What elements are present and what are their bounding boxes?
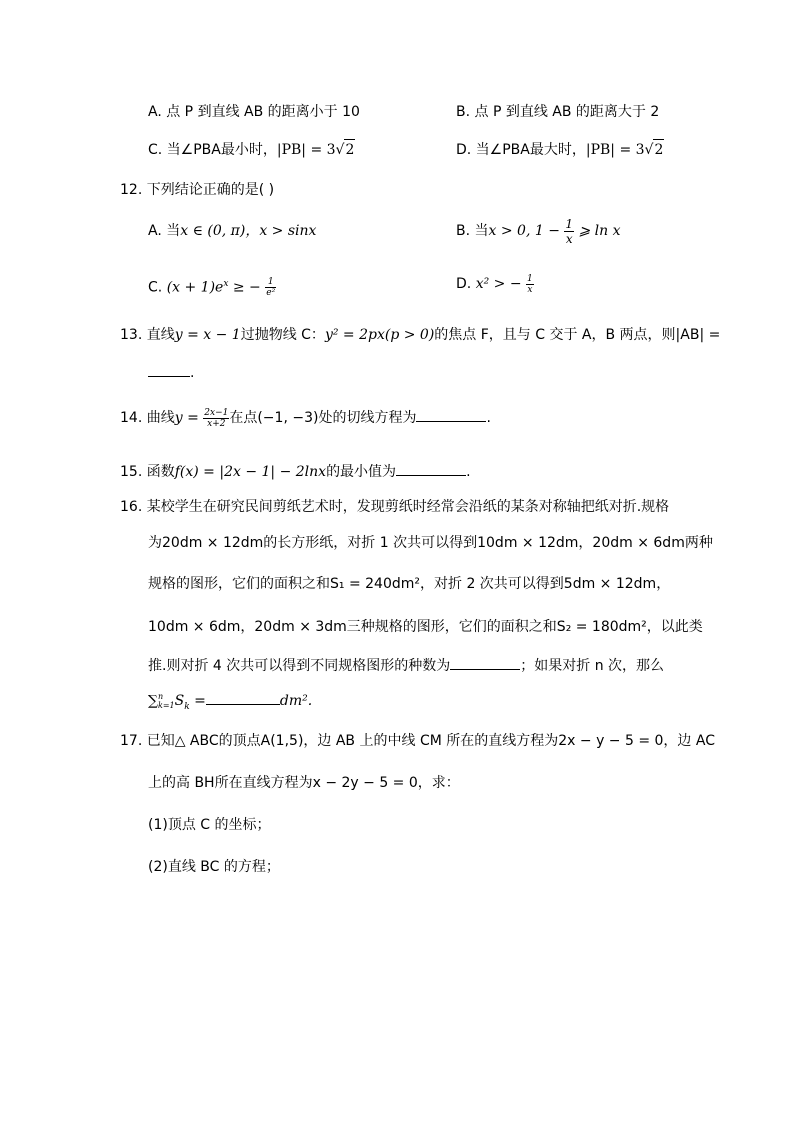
q16-line-5-text-a: 推.则对折 4 次共可以得到不同规格图形的种数为 (148, 658, 451, 674)
q13-line-1 (120, 325, 720, 345)
q11-option-c-math: |PB| = 3 (276, 142, 336, 158)
q12-option-c-math-tail: ≥ − (228, 279, 261, 296)
q12-option-c-exponent: x (223, 279, 229, 289)
q14-fraction (203, 408, 229, 429)
q12-option-c-fraction (265, 277, 276, 298)
q16-line-6 (148, 690, 312, 717)
q12-option-c-math: (x + 1)e (166, 279, 224, 296)
q15 (120, 461, 471, 482)
summation-lower-limit: k=1 (158, 701, 175, 710)
q12-option-b-fraction (564, 217, 574, 246)
q15-math: f(x) = |2x − 1| − 2lnx (174, 464, 327, 480)
summation-limits (158, 692, 175, 710)
q16-line-4: 10dm × 6dm，20dm × 3dm三种规格的图形，它们的面积之和S₂ = 180dm²，以此类 (148, 619, 703, 635)
q14-answer-blank[interactable] (416, 407, 486, 422)
q12-option-b-label: B. 当 (456, 223, 489, 239)
q12-option-c (148, 270, 276, 302)
q12-option-b-math: x > 0, 1 − (488, 223, 560, 239)
q12-option-b-math-tail: ⩾ ln x (578, 223, 621, 239)
q11-option-d-prefix: D. 当∠PBA最大时， (456, 142, 586, 158)
q11-option-b: B. 点 P 到直线 AB 的距离大于 2 (456, 104, 660, 120)
fraction-denominator: x (527, 284, 533, 295)
q12-option-d (456, 270, 534, 298)
q13-period: . (190, 365, 195, 381)
q11-option-d: D. 当∠PBA最大时，|PB| = 3√2 (456, 139, 664, 160)
fraction-numerator: 1 (265, 277, 276, 288)
q14-text: 在点(−1, −3)处的切线方程为 (229, 410, 417, 426)
summation-symbol: ∑ (148, 693, 158, 709)
q16-line-3: 规格的图形，它们的面积之和S₁ = 240dm²，对折 2 次共可以得到5dm × 12dm， (148, 576, 671, 592)
fraction-numerator: 1 (565, 216, 574, 231)
fraction-numerator: 2x−1 (204, 407, 229, 418)
q12-option-a-math: x ∈ (0, π)，x > sinx (180, 223, 317, 239)
q17-part-1: (1)顶点 C 的坐标； (148, 817, 271, 833)
q15-label: 15. 函数 (120, 464, 175, 480)
q11-option-c-root: 2 (344, 139, 355, 160)
q17-line-2: 上的高 BH所在直线方程为x − 2y − 5 = 0，求： (148, 775, 460, 791)
summation-term: S (174, 693, 185, 709)
q13-text-b: 的焦点 F，且与 C 交于 A，B 两点，则|AB| = (434, 327, 721, 343)
q16-unit: dm². (279, 693, 313, 709)
q13-line-equation: y = x − 1 (174, 327, 241, 343)
q11-option-c-prefix: C. 当∠PBA最小时， (148, 142, 277, 158)
q15-period: . (466, 464, 471, 480)
q16-answer-blank-2[interactable] (206, 690, 280, 705)
q13-parabola-equation: y² = 2px(p > 0) (324, 327, 435, 343)
q14-label: 14. 曲线 (120, 410, 175, 426)
q12-option-d-math: x² > − (475, 276, 522, 292)
q15-text: 的最小值为 (326, 464, 397, 480)
q11-option-c: C. 当∠PBA最小时，|PB| = 3√2 (148, 139, 355, 160)
q13-label: 13. 直线 (120, 327, 175, 343)
q17-line-1: 17. 已知△ ABC的顶点A(1,5)，边 AB 上的中线 CM 所在的直线方程为2x − y − 5 = 0，边 AC (120, 733, 715, 749)
q12-option-d-label: D. (456, 276, 472, 292)
q14-math: y = (174, 410, 199, 426)
q12-option-a (148, 221, 316, 241)
q13-line-2 (148, 362, 194, 383)
q16-line-5-text-b: ；如果对折 n 次，那么 (520, 658, 665, 674)
q12-option-d-fraction (526, 274, 534, 295)
q14-period: . (486, 410, 491, 426)
q13-answer-blank[interactable] (148, 362, 190, 377)
q16-line-1: 16. 某校学生在研究民间剪纸艺术时，发现剪纸时经常会沿纸的某条对称轴把纸对折.规格 (120, 499, 670, 515)
q16-line-2: 为20dm × 12dm的长方形纸，对折 1 次共可以得到10dm × 12dm，20dm × 6dm两种 (148, 535, 713, 551)
q12-option-a-label: A. 当 (148, 223, 181, 239)
fraction-denominator: x (565, 231, 573, 246)
q12-option-b (456, 216, 621, 246)
q16-answer-blank-1[interactable] (450, 655, 520, 670)
fraction-numerator: 1 (527, 273, 533, 284)
summation-term-index: k (184, 701, 190, 712)
q17-part-2: (2)直线 BC 的方程； (148, 859, 280, 875)
q12-option-c-label: C. (148, 279, 163, 296)
q15-answer-blank[interactable] (396, 461, 466, 476)
summation-upper-limit: n (158, 692, 164, 701)
q12-stem: 12. 下列结论正确的是( ) (120, 182, 275, 198)
q11-option-d-math: |PB| = 3 (585, 142, 645, 158)
q16-line-5 (148, 655, 664, 676)
q11-option-a: A. 点 P 到直线 AB 的距离小于 10 (148, 104, 360, 120)
equals-sign: = (189, 693, 206, 709)
q14 (120, 404, 491, 432)
q13-text-a: 过抛物线 C： (240, 327, 325, 343)
fraction-denominator: e² (266, 288, 276, 299)
fraction-denominator: x+2 (207, 418, 226, 429)
q11-option-d-root: 2 (653, 139, 664, 160)
